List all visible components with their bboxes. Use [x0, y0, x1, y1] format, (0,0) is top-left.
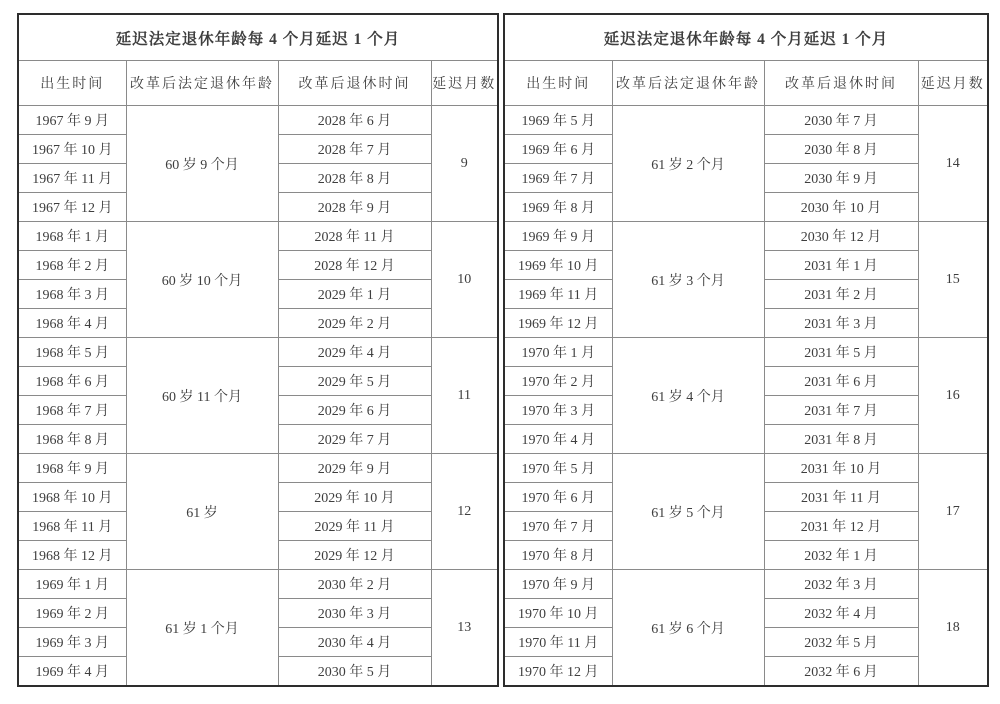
- retire-cell: 2031 年 2 月: [764, 280, 918, 309]
- retire-cell: 2030 年 8 月: [764, 135, 918, 164]
- retire-cell: 2030 年 10 月: [764, 193, 918, 222]
- table-row: [504, 106, 988, 135]
- retire-cell: 2028 年 8 月: [278, 164, 431, 193]
- title-row: [504, 14, 988, 61]
- column-header: 延迟月数: [431, 61, 498, 106]
- retire-cell: 2030 年 7 月: [764, 106, 918, 135]
- birth-cell: 1970 年 3 月: [504, 396, 612, 425]
- delay-cell: 14: [918, 106, 988, 222]
- birth-cell: 1969 年 1 月: [18, 570, 126, 599]
- retire-cell: 2032 年 3 月: [764, 570, 918, 599]
- birth-cell: 1969 年 5 月: [504, 106, 612, 135]
- delay-cell: 13: [431, 570, 498, 687]
- delay-cell: 10: [431, 222, 498, 338]
- age-cell: 60 岁 11 个月: [126, 338, 278, 454]
- table-title: 延迟法定退休年龄每 4 个月延迟 1 个月: [504, 14, 988, 61]
- table-title: 延迟法定退休年龄每 4 个月延迟 1 个月: [18, 14, 498, 61]
- birth-cell: 1969 年 11 月: [504, 280, 612, 309]
- table-row: [504, 222, 988, 251]
- birth-cell: 1970 年 9 月: [504, 570, 612, 599]
- table-row: [18, 570, 498, 599]
- retirement-table-right: [503, 13, 989, 687]
- retire-cell: 2029 年 7 月: [278, 425, 431, 454]
- retire-cell: 2029 年 6 月: [278, 396, 431, 425]
- birth-cell: 1969 年 9 月: [504, 222, 612, 251]
- birth-cell: 1967 年 9 月: [18, 106, 126, 135]
- retire-cell: 2031 年 1 月: [764, 251, 918, 280]
- retire-cell: 2031 年 10 月: [764, 454, 918, 483]
- retire-cell: 2029 年 11 月: [278, 512, 431, 541]
- age-cell: 61 岁 6 个月: [612, 570, 764, 687]
- age-cell: 61 岁 5 个月: [612, 454, 764, 570]
- birth-cell: 1968 年 7 月: [18, 396, 126, 425]
- table-body: [504, 106, 988, 687]
- table-row: [18, 106, 498, 135]
- birth-cell: 1970 年 6 月: [504, 483, 612, 512]
- header-row: [18, 61, 498, 106]
- title-row: [18, 14, 498, 61]
- birth-cell: 1968 年 5 月: [18, 338, 126, 367]
- age-cell: 61 岁 4 个月: [612, 338, 764, 454]
- retire-cell: 2031 年 3 月: [764, 309, 918, 338]
- delay-cell: 9: [431, 106, 498, 222]
- retire-cell: 2029 年 5 月: [278, 367, 431, 396]
- retire-cell: 2028 年 12 月: [278, 251, 431, 280]
- birth-cell: 1969 年 6 月: [504, 135, 612, 164]
- retire-cell: 2028 年 7 月: [278, 135, 431, 164]
- retire-cell: 2028 年 6 月: [278, 106, 431, 135]
- birth-cell: 1969 年 4 月: [18, 657, 126, 687]
- birth-cell: 1968 年 12 月: [18, 541, 126, 570]
- age-cell: 60 岁 9 个月: [126, 106, 278, 222]
- table-head: [504, 14, 988, 106]
- birth-cell: 1968 年 4 月: [18, 309, 126, 338]
- birth-cell: 1969 年 12 月: [504, 309, 612, 338]
- birth-cell: 1967 年 11 月: [18, 164, 126, 193]
- retire-cell: 2030 年 5 月: [278, 657, 431, 687]
- retire-cell: 2029 年 12 月: [278, 541, 431, 570]
- delay-cell: 17: [918, 454, 988, 570]
- retire-cell: 2029 年 4 月: [278, 338, 431, 367]
- birth-cell: 1970 年 7 月: [504, 512, 612, 541]
- retire-cell: 2030 年 9 月: [764, 164, 918, 193]
- column-header: 改革后退休时间: [278, 61, 431, 106]
- column-header: 改革后法定退休年龄: [612, 61, 764, 106]
- birth-cell: 1969 年 7 月: [504, 164, 612, 193]
- header-row: [504, 61, 988, 106]
- birth-cell: 1968 年 10 月: [18, 483, 126, 512]
- retire-cell: 2031 年 7 月: [764, 396, 918, 425]
- delay-cell: 11: [431, 338, 498, 454]
- age-cell: 60 岁 10 个月: [126, 222, 278, 338]
- retire-cell: 2031 年 11 月: [764, 483, 918, 512]
- table-row: [504, 454, 988, 483]
- age-cell: 61 岁 1 个月: [126, 570, 278, 687]
- birth-cell: 1968 年 9 月: [18, 454, 126, 483]
- column-header: 出生时间: [504, 61, 612, 106]
- birth-cell: 1969 年 3 月: [18, 628, 126, 657]
- birth-cell: 1970 年 4 月: [504, 425, 612, 454]
- table-row: [18, 338, 498, 367]
- retire-cell: 2032 年 1 月: [764, 541, 918, 570]
- delay-cell: 15: [918, 222, 988, 338]
- retire-cell: 2029 年 2 月: [278, 309, 431, 338]
- retire-cell: 2030 年 12 月: [764, 222, 918, 251]
- birth-cell: 1968 年 1 月: [18, 222, 126, 251]
- table-row: [18, 222, 498, 251]
- birth-cell: 1969 年 2 月: [18, 599, 126, 628]
- table-row: [504, 570, 988, 599]
- delay-cell: 18: [918, 570, 988, 687]
- retire-cell: 2031 年 12 月: [764, 512, 918, 541]
- birth-cell: 1969 年 10 月: [504, 251, 612, 280]
- age-cell: 61 岁 3 个月: [612, 222, 764, 338]
- retire-cell: 2031 年 8 月: [764, 425, 918, 454]
- retire-cell: 2029 年 9 月: [278, 454, 431, 483]
- table-head: [18, 14, 498, 106]
- birth-cell: 1968 年 8 月: [18, 425, 126, 454]
- retire-cell: 2032 年 4 月: [764, 599, 918, 628]
- column-header: 改革后退休时间: [764, 61, 918, 106]
- retire-cell: 2032 年 5 月: [764, 628, 918, 657]
- retire-cell: 2028 年 11 月: [278, 222, 431, 251]
- birth-cell: 1970 年 8 月: [504, 541, 612, 570]
- birth-cell: 1967 年 10 月: [18, 135, 126, 164]
- retirement-table-left: [17, 13, 499, 687]
- retire-cell: 2030 年 2 月: [278, 570, 431, 599]
- birth-cell: 1970 年 1 月: [504, 338, 612, 367]
- birth-cell: 1967 年 12 月: [18, 193, 126, 222]
- birth-cell: 1970 年 2 月: [504, 367, 612, 396]
- birth-cell: 1970 年 11 月: [504, 628, 612, 657]
- table-body: [18, 106, 498, 687]
- birth-cell: 1970 年 10 月: [504, 599, 612, 628]
- age-cell: 61 岁 2 个月: [612, 106, 764, 222]
- birth-cell: 1968 年 6 月: [18, 367, 126, 396]
- retire-cell: 2029 年 10 月: [278, 483, 431, 512]
- table-row: [504, 338, 988, 367]
- column-header: 改革后法定退休年龄: [126, 61, 278, 106]
- birth-cell: 1970 年 12 月: [504, 657, 612, 687]
- age-cell: 61 岁: [126, 454, 278, 570]
- retire-cell: 2031 年 6 月: [764, 367, 918, 396]
- column-header: 延迟月数: [918, 61, 988, 106]
- delay-cell: 12: [431, 454, 498, 570]
- birth-cell: 1968 年 3 月: [18, 280, 126, 309]
- birth-cell: 1968 年 2 月: [18, 251, 126, 280]
- table-row: [18, 454, 498, 483]
- birth-cell: 1968 年 11 月: [18, 512, 126, 541]
- birth-cell: 1969 年 8 月: [504, 193, 612, 222]
- birth-cell: 1970 年 5 月: [504, 454, 612, 483]
- retire-cell: 2028 年 9 月: [278, 193, 431, 222]
- retire-cell: 2030 年 4 月: [278, 628, 431, 657]
- retire-cell: 2029 年 1 月: [278, 280, 431, 309]
- column-header: 出生时间: [18, 61, 126, 106]
- delay-cell: 16: [918, 338, 988, 454]
- retire-cell: 2032 年 6 月: [764, 657, 918, 687]
- retire-cell: 2031 年 5 月: [764, 338, 918, 367]
- retire-cell: 2030 年 3 月: [278, 599, 431, 628]
